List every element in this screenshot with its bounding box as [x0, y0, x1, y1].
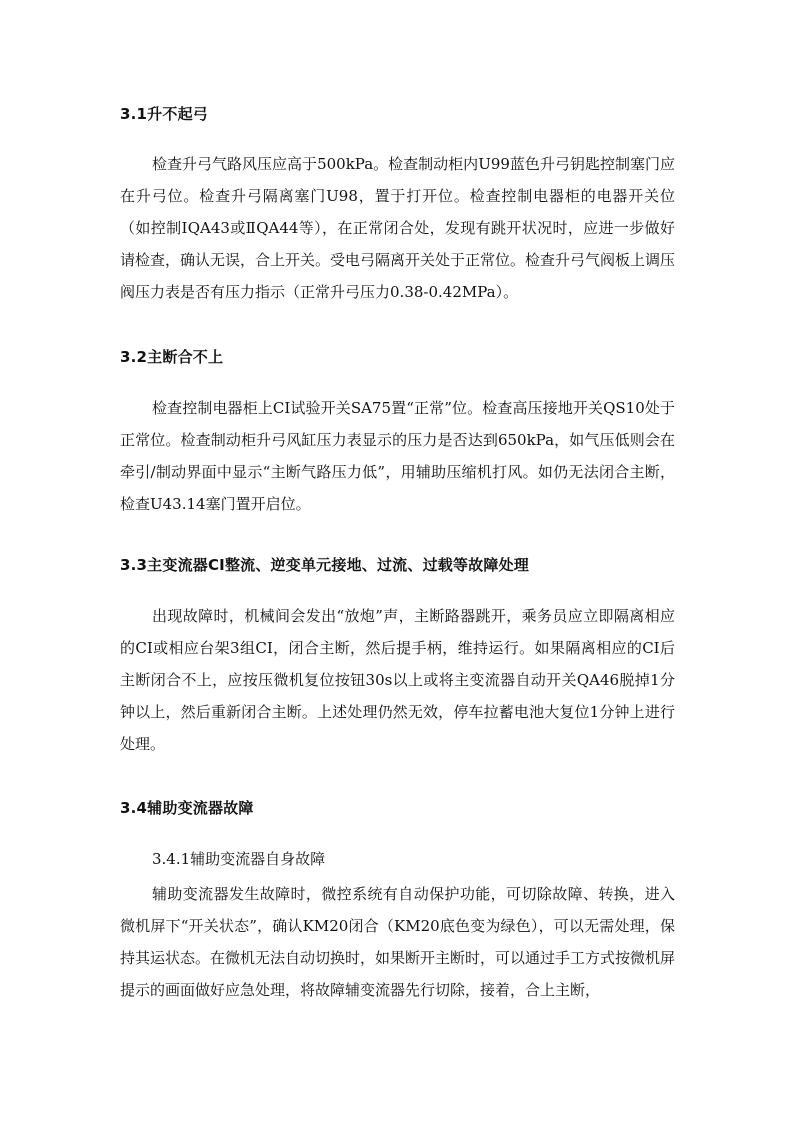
section-heading-3-1: 3.1升不起弓 — [120, 105, 208, 123]
section-paragraph-3-1: 检查升弓气路风压应高于500kPa。检查制动柜内U99蓝色升弓钥匙控制塞门应在升弓位。检查升弓隔离塞门U98，置于打开位。检查控制电器柜的电器开关位（如控制ⅠQA43或ⅡQA44等），在正常闭合处，发现有跳开状况时，应进一步做好请检查，确认无误，合上开关。受电弓隔离开关处于正常位。检查升弓气阀板上调压阀压力表是否有压力指示（正常升弓压力0.38-0.42MPa）。 — [120, 155, 676, 301]
section-paragraph-3-2: 检查控制电器柜上CI试验开关SA75置“正常”位。检查高压接地开关QS10处于正常位。检查制动柜升弓风缸压力表显示的压力是否达到650kPa，如气压低则会在牵引/制动界面中显示“主断气路压力低”，用辅助压缩机打风。如仍无法闭合主断，检查U43.14塞门置开启位。 — [120, 399, 675, 513]
section-paragraph-3-3: 出现故障时，机械间会发出“放炮”声，主断路器跳开，乘务员应立即隔离相应的CI或相应台架3组CI，闭合主断，然后提手柄，维持运行。如果隔离相应的CI后主断闭合不上，应按压微机复位按钮30s以上或将主变流器自动开关QA46脱掉1分钟以上，然后重新闭合主断。上述处理仍然无效，停车拉蓄电池大复位1分钟上进行处理。 — [120, 607, 675, 753]
section-heading-3-2: 3.2主断合不上 — [120, 348, 224, 366]
section-heading-3-4: 3.4辅助变流器故障 — [120, 799, 254, 817]
section-paragraph-3-4-1: 辅助变流器发生故障时，微控系统有自动保护功能，可切除故障、转换，进入微机屏下“开关状态”，确认KM20闭合（KM20底色变为绿色），可以无需处理，保持其运状态。在微机无法自动切换时，如果断开主断时，可以通过手工方式按微机屏提示的画面做好应急处理，将故障辅变流器先行切除，接着，合上主断， — [120, 885, 676, 999]
subsection-heading-3-4-1: 3.4.1辅助变流器自身故障 — [152, 850, 326, 868]
section-heading-3-3: 3.3主变流器CI整流、逆变单元接地、过流、过载等故障处理 — [120, 556, 529, 574]
